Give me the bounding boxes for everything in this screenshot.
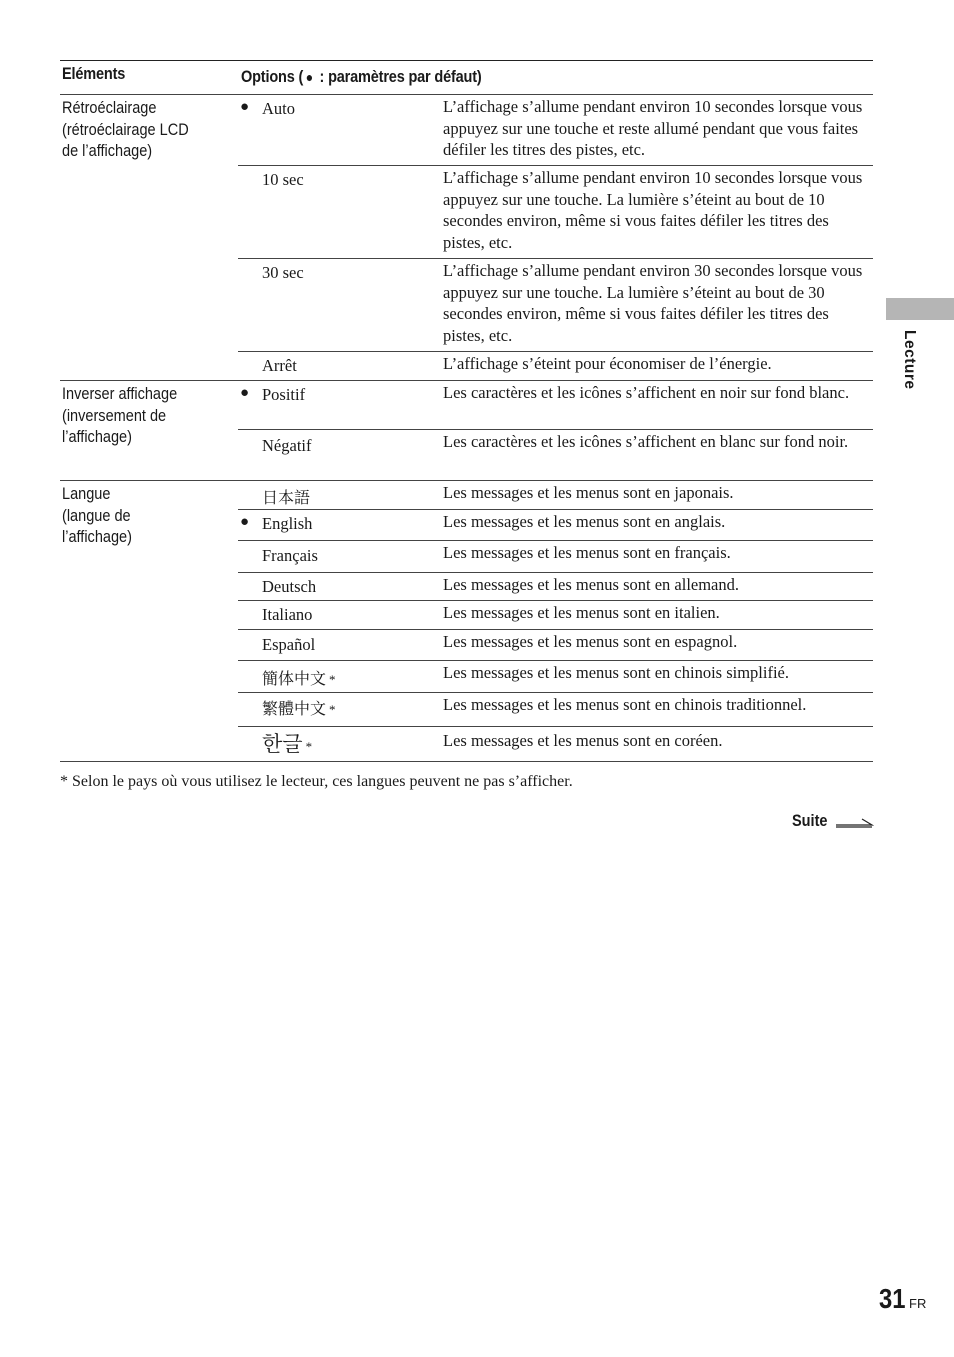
footnote-marker: * xyxy=(329,702,336,717)
default-bullet-icon: ● xyxy=(240,99,250,115)
section-tab-marker xyxy=(886,298,954,320)
continue-indicator xyxy=(792,812,874,831)
table-row xyxy=(238,661,873,693)
suite-label: Suite xyxy=(792,812,828,830)
table-row xyxy=(238,601,873,630)
group-label-line: de l’affichage) xyxy=(62,142,153,160)
option-cell xyxy=(238,693,443,726)
header-options-prefix: Options ( xyxy=(241,68,304,86)
group-label-line: l’affichage) xyxy=(62,428,132,446)
option-description: Les messages et les menus sont en japonais. xyxy=(443,483,734,502)
default-bullet-icon: ● xyxy=(240,514,250,530)
option-cell xyxy=(238,727,443,761)
group-label-line: l’affichage) xyxy=(62,528,132,546)
option-description: L’affichage s’allume pendant environ 10 secondes lorsque vous appuyez sur une touche et reste allumé pendant que vous faites défiler les titres des pistes, etc. xyxy=(443,97,863,159)
option-cell xyxy=(238,573,443,600)
option-cell xyxy=(238,352,443,380)
option-label: 日本語 xyxy=(262,488,311,507)
option-cell xyxy=(238,541,443,572)
option-cell xyxy=(238,166,443,258)
arrow-right-icon xyxy=(834,815,874,829)
option-cell xyxy=(238,381,443,429)
group-label xyxy=(60,481,238,761)
option-cell xyxy=(238,661,443,692)
option-cell xyxy=(238,259,443,351)
option-label: 30 sec xyxy=(262,263,304,282)
group-label-line: Rétroéclairage xyxy=(62,99,157,117)
table-row xyxy=(238,693,873,727)
option-description: Les messages et les menus sont en italien. xyxy=(443,603,720,622)
page-number: 31 xyxy=(879,1283,906,1314)
table-row xyxy=(238,352,873,380)
group-inverser-affichage xyxy=(60,381,873,481)
option-description: Les caractères et les icônes s’affichent en blanc sur fond noir. xyxy=(443,432,849,451)
table-row xyxy=(238,259,873,352)
option-description: Les messages et les menus sont en anglais. xyxy=(443,512,726,531)
option-description: Les messages et les menus sont en chinois traditionnel. xyxy=(443,695,807,714)
group-label-line: (rétroéclairage LCD xyxy=(62,120,189,139)
option-description: Les messages et les menus sont en français. xyxy=(443,543,731,562)
table-row xyxy=(238,510,873,541)
default-bullet-icon: ● xyxy=(305,69,314,85)
group-label xyxy=(60,95,238,380)
option-cell xyxy=(238,481,443,509)
header-elements: Eléments xyxy=(62,65,126,83)
option-label: 繁體中文 xyxy=(262,699,327,718)
option-description: Les messages et les menus sont en coréen. xyxy=(443,731,723,750)
table-row xyxy=(238,727,873,761)
option-label: English xyxy=(262,514,313,533)
section-label: Lecture xyxy=(901,330,918,390)
table-row xyxy=(238,430,873,480)
table-header xyxy=(60,61,873,95)
option-description: Les messages et les menus sont en allemand. xyxy=(443,575,740,594)
option-label: Arrêt xyxy=(262,356,297,375)
option-cell xyxy=(238,601,443,629)
footnote-marker: * xyxy=(305,739,313,754)
header-options-suffix: : paramètres par défaut) xyxy=(315,68,482,86)
option-label: Auto xyxy=(262,99,295,118)
group-label-line: (langue de xyxy=(62,506,131,525)
option-description: L’affichage s’allume pendant environ 30 secondes lorsque vous appuyez sur une touche. La lumière s’éteint au bout de 30 secondes environ, même si vous faites défiler les titres des pistes, etc. xyxy=(443,261,863,345)
option-label: Deutsch xyxy=(262,577,317,596)
option-label: Positif xyxy=(262,385,306,404)
table-row xyxy=(238,166,873,259)
option-cell xyxy=(238,510,443,540)
option-description: Les messages et les menus sont en chinois simplifié. xyxy=(443,663,789,682)
page-language: FR xyxy=(909,1296,927,1311)
group-label-line: (inversement de xyxy=(62,406,167,425)
table-row xyxy=(238,541,873,573)
table-row xyxy=(238,95,873,166)
option-label: Français xyxy=(262,546,318,565)
option-cell xyxy=(238,95,443,165)
footnote-marker: * xyxy=(329,672,336,687)
group-label-line: Inverser affichage xyxy=(62,385,178,403)
option-label: 簡体中文 xyxy=(262,669,327,688)
settings-table xyxy=(60,60,873,762)
table-row xyxy=(238,573,873,601)
option-description: Les messages et les menus sont en espagnol. xyxy=(443,632,738,651)
option-description: L’affichage s’éteint pour économiser de l’énergie. xyxy=(443,354,772,373)
group-retroeclairage xyxy=(60,95,873,381)
option-label: 10 sec xyxy=(262,170,304,189)
option-label: Español xyxy=(262,635,316,654)
group-label-line: Langue xyxy=(62,485,111,503)
header-options xyxy=(241,68,482,87)
default-bullet-icon: ● xyxy=(240,385,250,401)
option-description: Les caractères et les icônes s’affichent en noir sur fond blanc. xyxy=(443,383,850,402)
option-label: 한글 xyxy=(262,732,303,756)
group-langue xyxy=(60,481,873,762)
option-cell xyxy=(238,430,443,480)
option-label: Négatif xyxy=(262,436,312,455)
footnote: * Selon le pays où vous utilisez le lecteur, ces langues peuvent ne pas s’afficher. xyxy=(60,773,573,790)
option-cell xyxy=(238,630,443,660)
table-row xyxy=(238,630,873,661)
table-row xyxy=(238,481,873,510)
group-label xyxy=(60,381,238,480)
option-label: Italiano xyxy=(262,605,313,624)
option-description: L’affichage s’allume pendant environ 10 secondes lorsque vous appuyez sur une touche. La lumière s’éteint au bout de 10 secondes environ, même si vous faites défiler les titres des pistes, etc. xyxy=(443,168,863,252)
table-row xyxy=(238,381,873,430)
